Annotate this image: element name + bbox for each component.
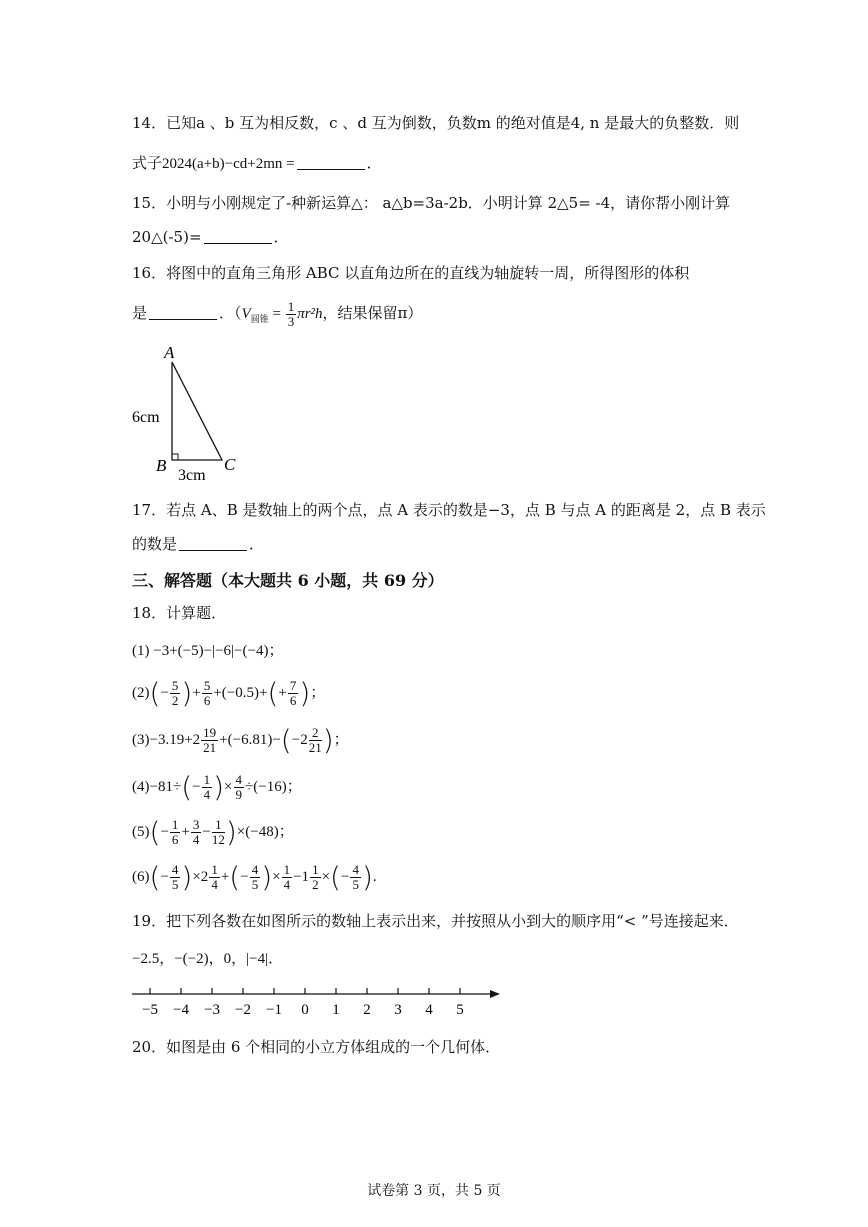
triangle-abc bbox=[172, 362, 222, 460]
q20-line1: 20．如图是由 6 个相同的小立方体组成的一个几何体． bbox=[132, 1038, 501, 1056]
e2-d-num: 7 bbox=[289, 678, 297, 694]
q14-suffix: ． bbox=[366, 154, 382, 172]
e5-b-den: 4 bbox=[192, 832, 200, 848]
e3-frac-c bbox=[309, 726, 322, 755]
number-line-tick-label: 2 bbox=[363, 1002, 371, 1018]
q18-item-3-label: (3) bbox=[132, 732, 150, 748]
q14-answer-blank[interactable] bbox=[297, 155, 365, 170]
e3-c-num: 2 bbox=[309, 726, 322, 741]
e4-a: −81÷ bbox=[149, 779, 182, 795]
q17-line2 bbox=[132, 533, 264, 555]
e2-a-den: 2 bbox=[171, 693, 179, 709]
q19-line1: 19．把下列各数在如图所示的数轴上表示出来，并按照从小到大的顺序用“< ”号连接起来． bbox=[132, 912, 739, 930]
e6-f-den: 5 bbox=[352, 877, 359, 893]
label-side-bc: 3cm bbox=[178, 467, 206, 484]
q15-line2 bbox=[132, 226, 289, 248]
e6-e-num: 1 bbox=[312, 862, 319, 878]
number-line-ticks bbox=[142, 988, 464, 1018]
q18-item-6: (6)(− $\frac{4}{5}$ )×2 $\frac{1}{4}$ +(− $\frac{4}{5}$ )× $\frac{1}{4}$ −1 $\frac{1}{2}$ ×(− $\frac{4}{5}$ ). bbox=[132, 860, 377, 894]
e6-b-num: 1 bbox=[211, 862, 218, 878]
e2-frac-a bbox=[170, 679, 181, 708]
q17-prefix: 的数是 bbox=[132, 535, 178, 553]
q18-item-5: (5)(− $\frac{1}{6}$ + $\frac{3}{4}$ − $\frac{1}{12}$ )×(−48)； bbox=[132, 815, 294, 849]
right-angle-mark bbox=[172, 454, 178, 460]
number-line[interactable] bbox=[128, 982, 508, 1022]
q16-note-open: ．（ bbox=[219, 304, 242, 322]
q16-line1: 16．将图中的直角三角形 ABC 以直角边所在的直线为轴旋转一周，所得图形的体积 bbox=[132, 264, 690, 282]
q18-title: 18．计算题． bbox=[132, 604, 227, 622]
e6-e-den: 2 bbox=[312, 877, 319, 893]
e3-a-num: 19 bbox=[203, 725, 217, 741]
e4-c: × bbox=[224, 779, 233, 795]
e4-b-den: 4 bbox=[203, 787, 211, 803]
e6-frac-a bbox=[170, 863, 181, 892]
q16-volume-subscript: 圆锥 bbox=[250, 314, 269, 324]
q18-item-3: (3)−3.19+2 $\frac{19}{21}$ +(−6.81)−(−2 $\frac{2}{21}$ )； bbox=[132, 723, 349, 757]
number-line-tick-label: 5 bbox=[456, 1002, 464, 1018]
e2-c: (−0.5) bbox=[221, 685, 259, 701]
q15-expression: 20△(-5)= bbox=[132, 228, 202, 246]
q17-answer-blank[interactable] bbox=[179, 536, 247, 551]
triangle-figure bbox=[128, 340, 258, 485]
page-footer: 试卷第 3 页，共 5 页 bbox=[367, 1183, 501, 1199]
q14-prefix: 式子 bbox=[132, 154, 163, 172]
q15-suffix: ． bbox=[273, 228, 289, 246]
e2-a-num: 5 bbox=[171, 678, 179, 694]
number-line-tick-label: 3 bbox=[394, 1002, 402, 1018]
number-line-tick-label: −4 bbox=[173, 1002, 189, 1018]
e5-d: ×(−48)； bbox=[236, 824, 294, 840]
e6-c-den: 5 bbox=[251, 877, 259, 893]
e6-frac-d bbox=[282, 863, 293, 892]
q18-item-4-label: (4) bbox=[132, 779, 150, 795]
number-line-tick-label: 1 bbox=[332, 1002, 340, 1018]
e6-frac-e bbox=[310, 863, 321, 892]
q19-numbers: −2.5，−(−2)，0，|−4|． bbox=[132, 951, 284, 967]
q18-item-5-label: (5) bbox=[132, 824, 150, 840]
e6-frac-c bbox=[250, 863, 261, 892]
label-c: C bbox=[224, 455, 236, 474]
q15-line1: 15．小明与小刚规定了-种新运算△： a△b=3a-2b．小明计算 2△5= -4，请你帮小刚计算 bbox=[132, 194, 731, 212]
number-line-tick-label: −2 bbox=[235, 1002, 251, 1018]
label-side-ab: 6cm bbox=[132, 409, 160, 426]
q18-item-1: (1) −3+(−5)−|−6|−(−4)； bbox=[132, 643, 284, 659]
label-a: A bbox=[164, 343, 175, 362]
e3-b: +(−6.81)− bbox=[219, 732, 281, 748]
e3-frac-a bbox=[201, 726, 218, 755]
q14-line1: 14．已知a 、b 互为相反数，c 、d 互为倒数，负数m 的绝对值是4, n 是最大的负整数．则 bbox=[132, 114, 740, 132]
e6-frac-b bbox=[209, 863, 220, 892]
q16-answer-blank[interactable] bbox=[149, 305, 217, 320]
q16-line2 bbox=[132, 298, 422, 334]
q14-line2 bbox=[132, 152, 382, 175]
e3-c: −2 bbox=[291, 732, 308, 748]
e2-b-num: 5 bbox=[203, 678, 211, 694]
e6-b-den: 4 bbox=[211, 877, 218, 893]
e6-a-den: 5 bbox=[171, 877, 179, 893]
e6-d-num: 1 bbox=[283, 862, 291, 878]
e3-a: −3.19+2 bbox=[149, 732, 201, 748]
e6-d-den: 4 bbox=[283, 877, 291, 893]
e6-c-num: 4 bbox=[251, 862, 259, 878]
e5-a-num: 1 bbox=[171, 817, 179, 833]
number-line-tick-label: 4 bbox=[425, 1002, 433, 1018]
q16-prefix: 是 bbox=[132, 304, 148, 322]
e3-c-den: 21 bbox=[308, 740, 322, 756]
number-line-arrow bbox=[490, 990, 500, 998]
label-b: B bbox=[156, 456, 167, 475]
e5-frac-b bbox=[191, 818, 202, 847]
e4-frac-c bbox=[234, 773, 245, 802]
e2-d-den: 6 bbox=[289, 693, 297, 709]
section3-title: 三、解答题（本大题共 6 小题，共 69 分） bbox=[132, 571, 444, 590]
e5-frac-a bbox=[170, 818, 181, 847]
q16-fraction-den: 3 bbox=[287, 314, 295, 330]
number-line-tick-label: −3 bbox=[204, 1002, 220, 1018]
e4-c-num: 4 bbox=[235, 772, 243, 788]
number-line-tick-label: −1 bbox=[266, 1002, 282, 1018]
q16-fraction bbox=[286, 300, 297, 329]
q16-volume-symbol: V bbox=[241, 306, 251, 322]
q18-item-2: (2)(− $\frac{5}{2}$ )+ $\frac{5}{6}$ +(−0.5)+(+ $\frac{7}{6}$ )； bbox=[132, 676, 326, 710]
q18-item-4: (4)−81÷(− $\frac{1}{4}$ )× $\frac{4}{9}$ ÷(−16)； bbox=[132, 770, 302, 804]
q15-answer-blank[interactable] bbox=[204, 229, 272, 244]
e6-frac-f bbox=[350, 863, 361, 892]
q16-note-close: ，结果保留π） bbox=[322, 304, 423, 322]
e4-c-den: 9 bbox=[235, 787, 243, 803]
q17-suffix: ． bbox=[249, 535, 265, 553]
q18-item-6-label: (6) bbox=[132, 869, 150, 885]
q16-formula: πr²h bbox=[297, 306, 323, 322]
e4-d: ÷(−16)； bbox=[245, 779, 302, 795]
e6-b: ×2 bbox=[192, 869, 209, 885]
e5-c-den: 12 bbox=[211, 832, 225, 848]
number-line-tick-label: 0 bbox=[301, 1002, 309, 1018]
q14-expression: 2024(a+b)−cd+2mn = bbox=[162, 156, 295, 172]
e2-frac-b bbox=[202, 679, 213, 708]
q16-equals: = bbox=[272, 306, 281, 322]
e5-a-den: 6 bbox=[171, 832, 179, 848]
e2-frac-d bbox=[288, 679, 299, 708]
number-line-tick-label: −5 bbox=[142, 1002, 158, 1018]
e3-a-den: 21 bbox=[203, 740, 217, 756]
q18-item-2-label: (2) bbox=[132, 685, 150, 701]
e4-frac-b bbox=[202, 773, 213, 802]
e6-e: −1 bbox=[293, 869, 310, 885]
e6-f-num: 4 bbox=[352, 862, 359, 878]
e2-b-den: 6 bbox=[203, 693, 211, 709]
q16-fraction-num: 1 bbox=[287, 299, 295, 315]
e6-a-num: 4 bbox=[171, 862, 179, 878]
e5-b-num: 3 bbox=[192, 817, 200, 833]
q17-line1: 17．若点 A、B 是数轴上的两个点，点 A 表示的数是−3，点 B 与点 A 的距离是 2，点 B 表示 bbox=[132, 501, 766, 519]
e4-b-num: 1 bbox=[203, 772, 211, 788]
e5-frac-c bbox=[212, 818, 225, 847]
e5-c-num: 1 bbox=[212, 818, 225, 833]
